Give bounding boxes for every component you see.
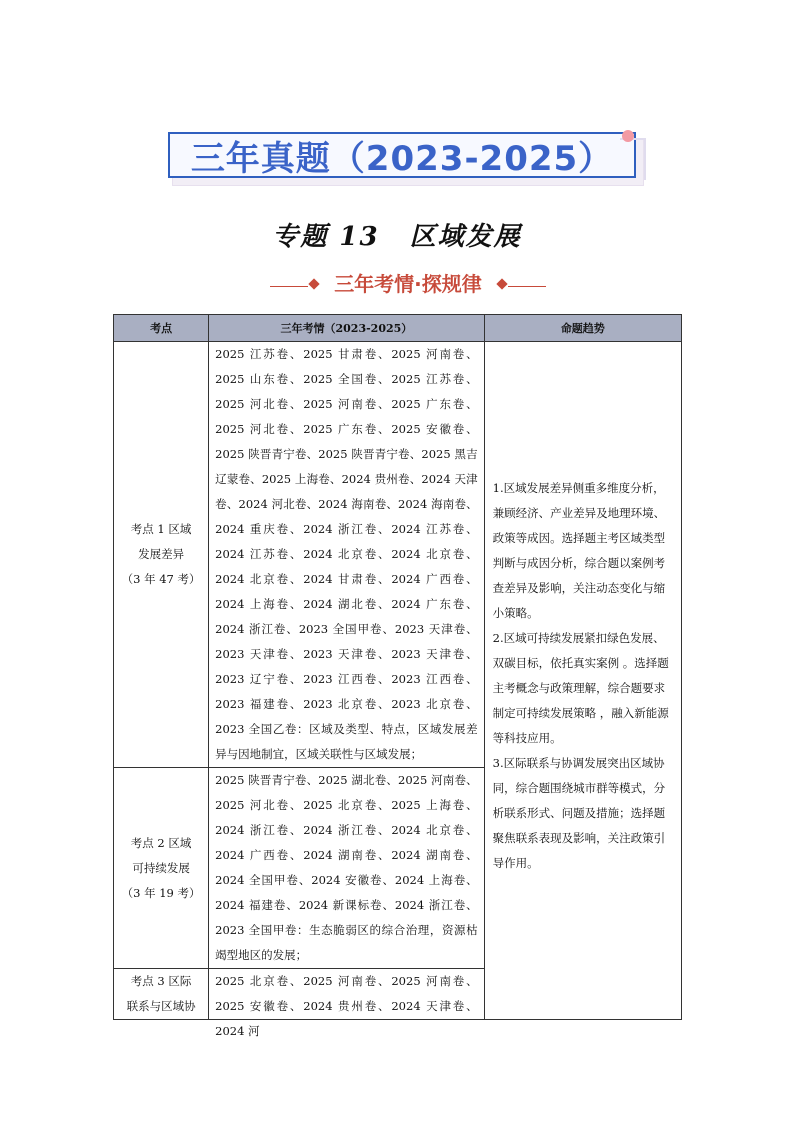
exams-cell: 2025 江苏卷、2025 甘肃卷、2025 河南卷、2025 山东卷、2025 全国卷、2025 江苏卷、2025 河北卷、2025 河南卷、2025 广东卷、2025 河北卷、2025 广东卷、2025 安徽卷、2025 陕晋青宁卷、2025 陕晋青宁卷、2025 黑吉辽蒙卷、2025 上海卷、2024 贵州卷、2024 天津卷、2024 河北卷、2024 海南卷、2024 海南卷、2024 重庆卷、2024 浙江卷、2024 江苏卷、2024 江苏卷、2024 北京卷、2024 北京卷、2024 北京卷、2024 甘肃卷、2024 广西卷、2024 上海卷、2024 湖北卷、2024 广东卷、2024 浙江卷、2023 全国甲卷、2023 天津卷、2023 天津卷、2023 天津卷、2023 天津卷、2023 辽宁卷、2023 江西卷、2023 江西卷、2023 福建卷、2023 北京卷、2023 北京卷、2023 全国乙卷：区域及类型、特点，区域发展差异与因地制宜，区域关联性与区域发展； <box>209 342 484 768</box>
banner-title: 三年真题（2023-2025） <box>190 138 614 179</box>
point-cell <box>114 969 209 1020</box>
trend-item: 2.区域可持续发展紧扣绿色发展、双碳目标，依托真实案例 。选择题主考概念与政策理解，综合题要求制定可持续发展策略 ，融入新能源等科技应用。 <box>492 631 669 745</box>
exams-cell <box>209 969 484 1038</box>
section-rule-left <box>270 286 308 287</box>
banner-frame <box>168 132 636 178</box>
header-exams: 三年考情（2023-2025） <box>209 315 484 342</box>
banner-dot-icon <box>622 130 634 142</box>
banner-decoration <box>620 138 646 180</box>
header-point: 考点 <box>114 315 209 342</box>
section-rule-right <box>508 286 546 287</box>
point-cell <box>114 342 209 768</box>
point-cell <box>114 768 209 969</box>
exams-cell: 2025 陕晋青宁卷、2025 湖北卷、2025 河南卷、2025 河北卷、2025 北京卷、2025 上海卷、2024 浙江卷、2024 浙江卷、2024 北京卷、2024 广西卷、2024 湖南卷、2024 湖南卷、2024 全国甲卷、2024 安徽卷、2024 上海卷、2024 福建卷、2024 新课标卷、2024 浙江卷、2023 全国甲卷：生态脆弱区的综合治理，资源枯竭型地区的发展； <box>209 768 484 969</box>
subject-title <box>0 216 794 253</box>
exam-analysis-table <box>113 314 682 1038</box>
subject-number: 专题 13 <box>272 222 380 252</box>
trend-item: 3.区际联系与协调发展突出区域协同，综合题围绕城市群等模式，分析联系形式、问题及措施；选择题聚焦联系表现及影响，关注政策引导作用。 <box>492 756 666 870</box>
trend-item: 1.区域发展差异侧重多维度分析，兼顾经济、产业差异及地理环境、政策等成因。选择题主考区域类型判断与成因分析，综合题以案例考查差异及影响，关注动态变化与缩小策略。 <box>492 481 666 620</box>
trend-cell <box>484 342 681 1020</box>
point-label: 发展差异 <box>138 547 185 561</box>
table-header-row <box>114 315 682 342</box>
title-banner <box>168 132 642 184</box>
point-count: （3 年 19 考） <box>121 885 201 900</box>
point-label: 考点 1 区域 <box>130 522 192 536</box>
section-header <box>270 268 546 300</box>
section-label: 三年考情·探规律 <box>334 272 482 296</box>
point-count: （3 年 47 考） <box>121 572 201 586</box>
subject-name: 区域发展 <box>409 222 522 252</box>
diamond-icon <box>308 278 319 289</box>
table-row <box>114 342 682 768</box>
header-trend: 命题趋势 <box>484 315 681 342</box>
diamond-icon <box>496 278 507 289</box>
point-label: 联系与区域协 <box>126 999 196 1013</box>
point-label: 考点 2 区域 <box>130 835 192 850</box>
point-label: 考点 3 区际 <box>130 974 192 988</box>
exams-text: 2025 北京卷、2025 河南卷、2025 河南卷、2025 安徽卷、2024 贵州卷、2024 天津卷、2024 河 <box>215 974 478 1038</box>
point-label: 可持续发展 <box>132 860 190 875</box>
